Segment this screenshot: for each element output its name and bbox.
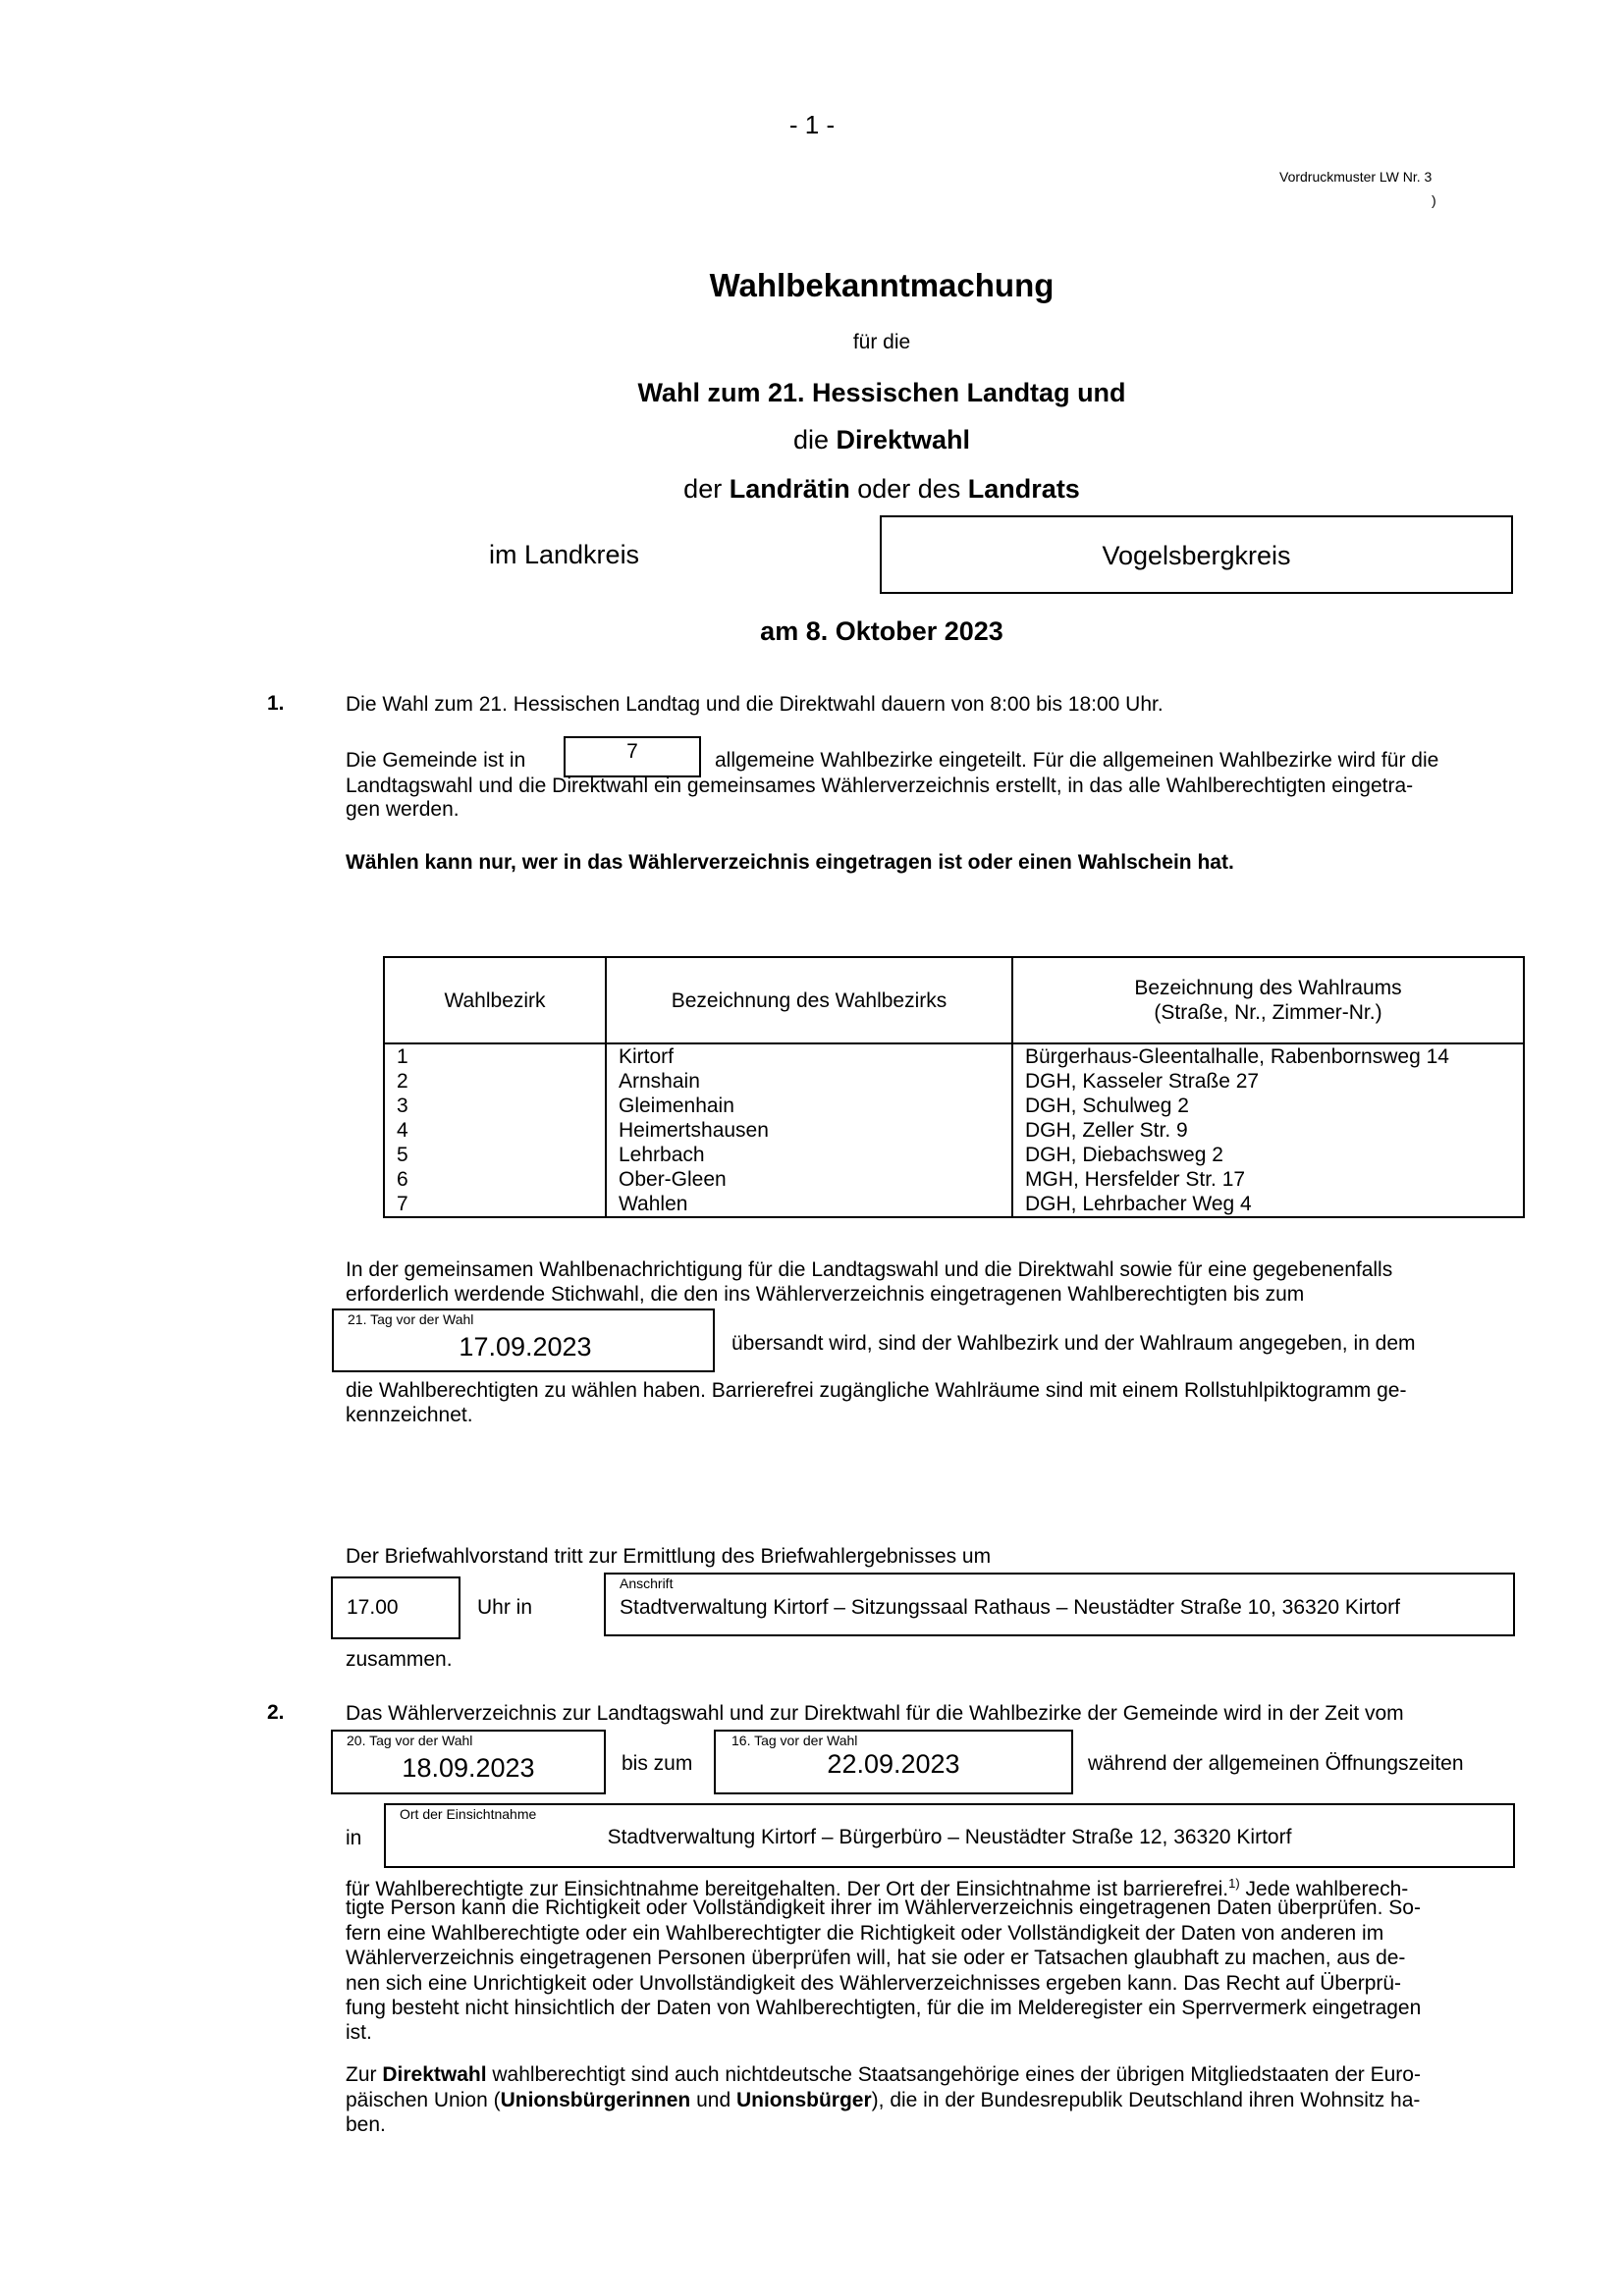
p1-line: fung besteht nicht hinsichtlich der Daten von Wahlberechtigten, für die im Melderegister ein Sperrvermerk eingetragen xyxy=(346,1997,1422,2019)
benach-line-2: erforderlich werdende Stichwahl, die den ins Wählerverzeichnis eingetragenen Wahlberechtigten bis zum xyxy=(346,1283,1305,1306)
footnote-marker: 1) xyxy=(1228,1876,1240,1891)
subtitle-fuer: für die xyxy=(852,331,911,353)
place-box xyxy=(384,1803,1515,1868)
election-date: am 8. Oktober 2023 xyxy=(760,616,1003,646)
row-name: Arnshain xyxy=(606,1069,1012,1094)
bis-zum: bis zum xyxy=(622,1752,693,1775)
table-row xyxy=(384,1069,1524,1094)
row-raum: MGH, Hersfelder Str. 17 xyxy=(1012,1167,1524,1192)
brief-text: Der Briefwahlvorstand tritt zur Ermittlung des Briefwahlergebnisses um xyxy=(346,1545,992,1568)
district-label: im Landkreis xyxy=(489,540,640,569)
table-header-wahlraum-line1: Bezeichnung des Wahlraums xyxy=(1134,977,1402,999)
p2-d: päischen Union ( xyxy=(346,2089,501,2111)
place-value: Stadtverwaltung Kirtorf – Bürgerbüro – Neustädter Straße 12, 36320 Kirtorf xyxy=(607,1826,1292,1848)
table-header-wahlraum xyxy=(1012,957,1524,1043)
p2-g: Unionsbürger xyxy=(735,2089,872,2111)
district-box xyxy=(880,515,1513,594)
table-row xyxy=(384,1094,1524,1118)
p2-line-2 xyxy=(346,2088,1420,2112)
p1-line: tigte Person kann die Richtigkeit oder Vollständigkeit ihrer im Wählerverzeichnis eingetragenen Daten überprüfen. So- xyxy=(346,1896,1421,1919)
page-number: - 1 - xyxy=(788,110,836,139)
table-header-wahlbezirk: Wahlbezirk xyxy=(384,957,606,1043)
benach-box-label: 21. Tag vor der Wahl xyxy=(348,1311,474,1327)
to-date: 22.09.2023 xyxy=(827,1749,960,1779)
form-code: Vordruckmuster LW Nr. 3 xyxy=(1279,169,1433,185)
gemeinde-line-2: Landtagswahl und die Direktwahl ein gemeinsames Wählerverzeichnis erstellt, in das alle Wahlberechtigten eingetra- xyxy=(346,774,1414,797)
wahlbezirke-table xyxy=(383,956,1525,1218)
p1-line-1-b: Jede wahlberech- xyxy=(1239,1878,1409,1900)
row-nr: 1 xyxy=(384,1043,606,1069)
row-nr: 2 xyxy=(384,1069,606,1094)
table-row xyxy=(384,1167,1524,1192)
brief-addr-label: Anschrift xyxy=(620,1575,674,1591)
from-label: 20. Tag vor der Wahl xyxy=(347,1733,473,1748)
section-1-hours: Die Wahl zum 21. Hessischen Landtag und die Direktwahl dauern von 8:00 bis 18:00 Uhr. xyxy=(346,693,1164,716)
to-label: 16. Tag vor der Wahl xyxy=(731,1733,858,1748)
landrat-mid: oder des xyxy=(849,474,968,504)
benach-line-4: kennzeichnet. xyxy=(346,1404,473,1426)
p2-c: wahlberechtigt sind auch nichtdeutsche Staatsangehörige eines der übrigen Mitgliedstaaten der Euro- xyxy=(486,2063,1421,2086)
p1-line: Wählerverzeichnis eingetragenen Personen überprüfen will, hat sie oder er Tatsachen glaubhaft zu machen, aus de- xyxy=(346,1947,1406,1969)
row-nr: 5 xyxy=(384,1143,606,1167)
bezirke-count: 7 xyxy=(626,740,638,763)
p2-e: Unionsbürgerinnen xyxy=(500,2089,691,2111)
bold-notice: Wählen kann nur, wer in das Wählerverzeichnis eingetragen ist oder einen Wahlschein hat. xyxy=(346,851,1234,874)
row-raum: DGH, Lehrbacher Weg 4 xyxy=(1012,1192,1524,1217)
from-date-box xyxy=(331,1730,606,1794)
benach-line-3: die Wahlberechtigten zu wählen haben. Barrierefrei zugängliche Wahlräume sind mit einem Rollstuhlpiktogramm ge- xyxy=(346,1379,1407,1402)
p2-b: Direktwahl xyxy=(382,2063,487,2086)
brief-address: Stadtverwaltung Kirtorf – Sitzungssaal Rathaus – Neustädter Straße 10, 36320 Kirtorf xyxy=(620,1596,1400,1619)
brief-uhr: Uhr in xyxy=(477,1596,533,1619)
row-raum: DGH, Zeller Str. 9 xyxy=(1012,1118,1524,1143)
p2-h: ), die in der Bundesrepublik Deutschland ihren Wohnsitz ha- xyxy=(871,2089,1421,2111)
election-line: Wahl zum 21. Hessischen Landtag und xyxy=(637,378,1126,407)
row-nr: 4 xyxy=(384,1118,606,1143)
landrat-line xyxy=(0,474,1624,505)
direct-pre: die xyxy=(792,425,837,454)
district-value: Vogelsbergkreis xyxy=(1102,541,1291,570)
benach-date: 17.09.2023 xyxy=(459,1332,592,1362)
row-name: Heimertshausen xyxy=(606,1118,1012,1143)
row-name: Lehrbach xyxy=(606,1143,1012,1167)
brief-end: zusammen. xyxy=(346,1648,453,1671)
form-code-mark: ) xyxy=(1432,192,1436,208)
row-name: Ober-Gleen xyxy=(606,1167,1012,1192)
table-header-bezeichnung: Bezeichnung des Wahlbezirks xyxy=(606,957,1012,1043)
landrat-bold-2: Landrats xyxy=(967,474,1080,504)
row-raum: Bürgerhaus-Gleentalhalle, Rabenbornsweg 14 xyxy=(1012,1043,1524,1069)
p1-line: nen sich eine Unrichtigkeit oder Unvollständigkeit des Wählerverzeichnisses ergeben kann. Das Recht auf Überprü- xyxy=(346,1972,1402,1995)
benach-after: übersandt wird, sind der Wahlbezirk und der Wahlraum angegeben, in dem xyxy=(731,1332,1416,1355)
row-raum: DGH, Diebachsweg 2 xyxy=(1012,1143,1524,1167)
p2-line-3: ben. xyxy=(346,2113,386,2136)
bezirke-count-box xyxy=(564,736,701,777)
row-nr: 6 xyxy=(384,1167,606,1192)
brief-address-box xyxy=(604,1573,1515,1636)
row-name: Gleimenhain xyxy=(606,1094,1012,1118)
p1-line: fern eine Wahlberechtigte oder ein Wahlberechtigter die Richtigkeit oder Vollständigkeit der Daten von anderen im xyxy=(346,1922,1384,1945)
direct-bold: Direktwahl xyxy=(836,425,971,454)
p2-line-1 xyxy=(346,2062,1421,2087)
row-name: Wahlen xyxy=(606,1192,1012,1217)
table-row xyxy=(384,1043,1524,1069)
to-date-box xyxy=(714,1730,1073,1794)
benach-date-box xyxy=(332,1308,715,1372)
gemeinde-line-3: gen werden. xyxy=(346,798,460,821)
gemeinde-post: allgemeine Wahlbezirke eingeteilt. Für die allgemeinen Wahlbezirke wird für die xyxy=(715,749,1439,772)
benach-line-1: In der gemeinsamen Wahlbenachrichtigung für die Landtagswahl und die Direktwahl sowie für eine gegebenenfalls xyxy=(346,1258,1393,1281)
table-header-wahlraum-line2: (Straße, Nr., Zimmer-Nr.) xyxy=(1154,1001,1382,1024)
p1-line: ist. xyxy=(346,2021,372,2044)
row-name: Kirtorf xyxy=(606,1043,1012,1069)
table-row xyxy=(384,1118,1524,1143)
from-date: 18.09.2023 xyxy=(402,1753,535,1783)
brief-time-box xyxy=(331,1576,460,1639)
p2-a: Zur xyxy=(346,2063,383,2086)
table-row xyxy=(384,1192,1524,1217)
table-row xyxy=(384,1143,1524,1167)
p1-line-1-a: für Wahlberechtigte zur Einsichtnahme bereitgehalten. Der Ort der Einsichtnahme ist barrierefrei. xyxy=(346,1878,1229,1900)
landrat-bold-1: Landrätin xyxy=(729,474,850,504)
direct-line xyxy=(0,425,1624,455)
row-nr: 7 xyxy=(384,1192,606,1217)
place-label: Ort der Einsichtnahme xyxy=(400,1806,537,1822)
section-1-number: 1. xyxy=(267,692,285,715)
in-label: in xyxy=(346,1827,362,1849)
landrat-pre: der xyxy=(683,474,730,504)
row-nr: 3 xyxy=(384,1094,606,1118)
p2-f: und xyxy=(690,2089,736,2111)
page-title: Wahlbekanntmachung xyxy=(709,267,1055,303)
gemeinde-pre: Die Gemeinde ist in xyxy=(346,749,526,772)
section-2-intro: Das Wählerverzeichnis zur Landtagswahl und zur Direktwahl für die Wahlbezirke der Gemeinde wird in der Zeit vom xyxy=(346,1702,1404,1725)
row-raum: DGH, Kasseler Straße 27 xyxy=(1012,1069,1524,1094)
row-raum: DGH, Schulweg 2 xyxy=(1012,1094,1524,1118)
oeffnungszeiten: während der allgemeinen Öffnungszeiten xyxy=(1088,1752,1464,1775)
brief-time: 17.00 xyxy=(347,1596,399,1619)
section-2-number: 2. xyxy=(267,1701,285,1724)
